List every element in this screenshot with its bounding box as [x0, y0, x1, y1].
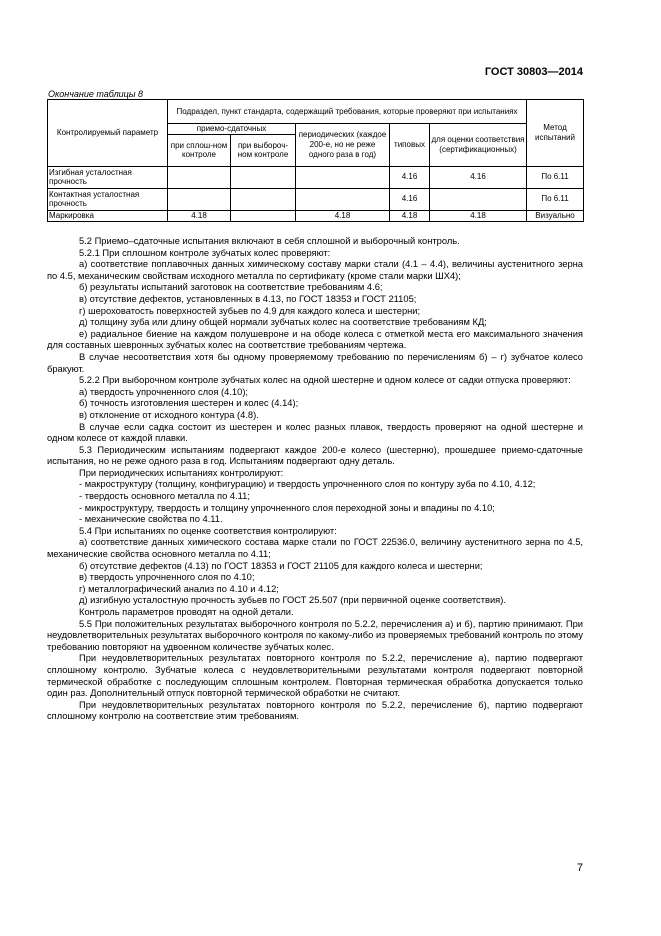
cell-continuous: [168, 188, 231, 210]
paragraph: При периодических испытаниях контролируют:: [79, 467, 284, 478]
cell-method: Визуально: [527, 210, 584, 221]
cell-periodic: [296, 188, 390, 210]
paragraph: б) отсутствие дефектов (4.13) по ГОСТ 18353 и ГОСТ 21105 для каждого колеса и шестерни;: [79, 560, 483, 571]
header-type: типовых: [390, 124, 430, 167]
paragraph: - макроструктуру (толщину, конфигурацию) и твердость упрочненного слоя по контуру зуба по 4.10, 4.12;: [79, 479, 536, 490]
paragraph: При неудовлетворительных результатах повторного контроля по 5.2.2, перечисление а), партию подвергают сплошному контролю. Зубчатые колеса с неудовлетворительными результатами контроля подвергают повторной термической обработке с последующим сплошным контролем. Повторная термическая обработка допускается только один раз. Дополнительный отпуск повторной термической обработки не считают.: [47, 653, 583, 699]
paragraph: в) отклонение от исходного контура (4.8).: [79, 409, 259, 420]
paragraph: а) твердость упрочненного слоя (4.10);: [79, 386, 249, 397]
cell-sampling: [231, 188, 296, 210]
paragraph: 5.2 Приемо–сдаточные испытания включают в себя сплошной и выборочный контроль.: [79, 236, 460, 246]
paragraph: Контроль параметров проводят на одной детали.: [79, 607, 294, 617]
cell-periodic: 4.18: [296, 210, 390, 221]
cell-param: Маркировка: [48, 210, 168, 221]
cell-periodic: [296, 166, 390, 188]
cell-continuous: [168, 166, 231, 188]
paragraph: а) соответствие поплавочных данных химическому составу марки стали (4.1 – 4.4), величины аустенитного зерна по 4.5, механическим свойствам исходного металла по сертификату (кроме стали марки ШХ4);: [47, 259, 583, 281]
header-param: Контролируемый параметр: [48, 100, 168, 167]
cell-sampling: [231, 210, 296, 221]
page-number: 7: [576, 862, 583, 874]
paragraph: 5.5 При положительных результатах выборочного контроля по 5.2.2, перечисления а) и б), партию принимают. При неудовлетворительных результатах выборочного контроля по какому-либо из проверяемых требований контроль по этому требованию повторяют на удвоенном количестве зубчатых колес.: [47, 618, 583, 652]
body-text: [47, 236, 583, 723]
paragraph: 5.4 При испытаниях по оценке соответствия контролируют:: [79, 525, 337, 536]
paragraph: г) шероховатость поверхностей зубьев по 4.9 для каждого колеса и шестерни;: [79, 305, 421, 316]
paragraph: В случае несоответствия хотя бы одному проверяемому требованию по перечислениям б) – г) зубчатое колесо бракуют.: [47, 351, 583, 374]
cell-continuous: 4.18: [168, 210, 231, 221]
header-periodic: периодических (каждое 200-е, но не реже одного раза в год): [296, 124, 390, 167]
paragraph: в) отсутствие дефектов, установленных в 4.13, по ГОСТ 18353 и ГОСТ 21105;: [79, 293, 417, 304]
header-section: Подраздел, пункт стандарта, содержащий требования, которые проверяют при испытаниях: [168, 100, 527, 124]
cell-type: 4.16: [390, 188, 430, 210]
cell-sampling: [231, 166, 296, 188]
cell-conformity: 4.16: [430, 166, 527, 188]
paragraph: в) твердость упрочненного слоя по 4.10;: [79, 572, 255, 583]
cell-conformity: 4.18: [430, 210, 527, 221]
cell-method: По 6.11: [527, 166, 584, 188]
paragraph: а) соответствие данных химического состава марке стали по ГОСТ 22536.0, величину аустенитного зерна по 4.5, механические свойства основного металла по 4.11;: [47, 537, 583, 560]
paragraph: 5.2.1 При сплошном контроле зубчатых колес проверяют:: [79, 247, 331, 258]
paragraph: д) изгибную усталостную прочность зубьев по ГОСТ 25.507 (при первичной оценке соответствия).: [79, 595, 506, 606]
paragraph: 5.2.2 При выборочном контроле зубчатых колес на одной шестерне и одном колесе от садки отпуска проверяют:: [79, 375, 571, 386]
paragraph: - микроструктуру, твердость и толщину упрочненного слоя переходной зоны и впадины по 4.10;: [79, 502, 495, 513]
table-caption: Окончание таблицы 8: [48, 89, 143, 99]
paragraph: е) радиальное биение на каждом полушевроне и на ободе колеса с отметкой места его максимального значения для составных шевронных зубчатых колес на соответствие требованиям чертежа.: [47, 328, 583, 351]
cell-param: Контактная усталостная прочность: [48, 188, 168, 210]
cell-type: 4.16: [390, 166, 430, 188]
paragraph: В случае если садка состоит из шестерен и колес разных плавок, твердость проверяют на одной шестерне и одном колесе от каждой плавки.: [47, 421, 583, 444]
header-sampling: при выбороч-ном контроле: [231, 134, 296, 166]
paragraph: д) толщину зуба или длину общей нормали зубчатых колес на соответствие требованиям КД;: [79, 317, 487, 328]
header-acceptance: приемо-сдаточных: [168, 124, 296, 135]
paragraph: б) результаты испытаний заготовок на соответствие требованиям 4.6;: [79, 282, 383, 293]
paragraph: г) металлографический анализ по 4.10 и 4.12;: [79, 583, 279, 594]
paragraph: - твердость основного металла по 4.11;: [79, 491, 250, 502]
cell-type: 4.18: [390, 210, 430, 221]
cell-method: По 6.11: [527, 188, 584, 210]
table-8: [47, 99, 584, 222]
cell-conformity: [430, 188, 527, 210]
paragraph: При неудовлетворительных результатах повторного контроля по 5.2.2, перечисление б), партию подвергают сплошному контролю на соответствие этим требованиям.: [47, 699, 583, 722]
header-continuous: при сплош-ном контроле: [168, 134, 231, 166]
header-conformity: для оценки соответствия (сертификационных): [430, 124, 527, 167]
cell-param: Изгибная усталостная прочность: [48, 166, 168, 188]
paragraph: 5.3 Периодическим испытаниям подвергают каждое 200-е колесо (шестерню), прошедшее приемо-сдаточные испытания, но не реже одного раза в год. Испытаниям подвергают одну деталь.: [47, 444, 583, 467]
header-method: Метод испытаний: [527, 100, 584, 167]
paragraph: - механические свойства по 4.11.: [79, 514, 223, 525]
table-row: [48, 188, 584, 210]
table-row: [48, 210, 584, 221]
table-row: [48, 166, 584, 188]
standard-designation: ГОСТ 30803—2014: [484, 66, 583, 78]
paragraph: б) точность изготовления шестерен и колес (4.14);: [79, 398, 299, 409]
